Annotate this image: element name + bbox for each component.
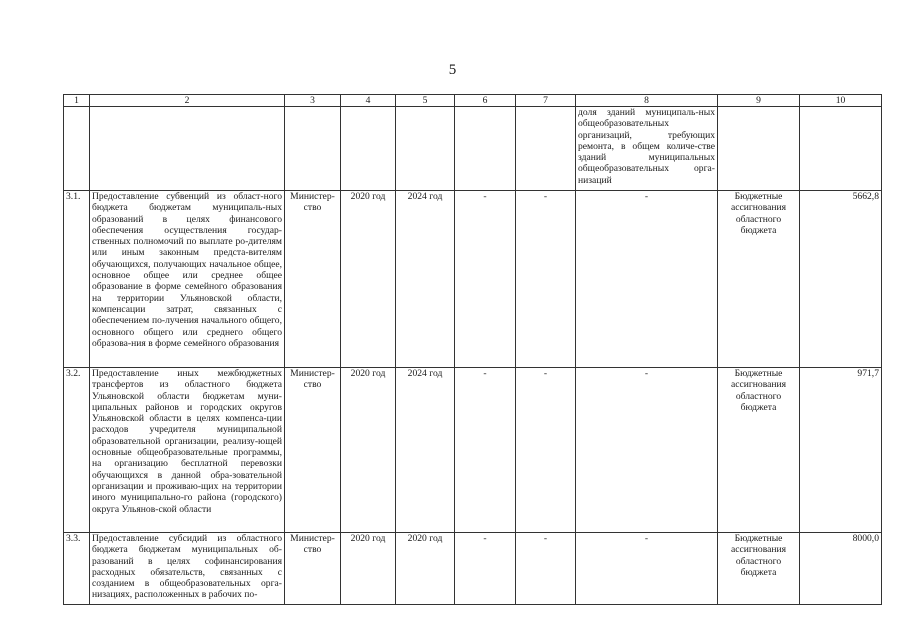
start-year: 2020 год bbox=[341, 191, 396, 368]
header-col-5: 5 bbox=[396, 95, 455, 107]
continuation-row bbox=[64, 107, 882, 191]
measure-description: Предоставление субсидий из областного бюджета бюджетам муниципальных об-разований в целях софинансирования расходных обязательств, связанных с созданием в общеобразовательных орга-низациях, расположенных в рабочих по- bbox=[90, 533, 285, 605]
header-row bbox=[64, 95, 882, 107]
col6-value: - bbox=[455, 368, 516, 533]
amount: 8000,0 bbox=[800, 533, 882, 605]
table-row bbox=[64, 191, 882, 368]
funding-source: Бюджетные ассигнования областного бюджета bbox=[718, 191, 800, 368]
header-col-1: 1 bbox=[64, 95, 90, 107]
end-year: 2020 год bbox=[396, 533, 455, 605]
end-year: 2024 год bbox=[396, 368, 455, 533]
row-number: 3.2. bbox=[64, 368, 90, 533]
funding-source: Бюджетные ассигнования областного бюджета bbox=[718, 368, 800, 533]
row-number: 3.1. bbox=[64, 191, 90, 368]
executor: Министер-ство bbox=[285, 533, 341, 605]
header-col-6: 6 bbox=[455, 95, 516, 107]
amount: 971,7 bbox=[800, 368, 882, 533]
indicator-text: доля зданий муниципаль-ных общеобразовательных организаций, требующих ремонта, в общем количе-стве зданий муниципальных общеобразовательных орга-низаций bbox=[576, 107, 718, 191]
row-number: 3.3. bbox=[64, 533, 90, 605]
amount: 5662,8 bbox=[800, 191, 882, 368]
col8-value: - bbox=[576, 533, 718, 605]
table-row bbox=[64, 533, 882, 605]
table-row bbox=[64, 368, 882, 533]
col7-value: - bbox=[516, 191, 576, 368]
col7-value: - bbox=[516, 368, 576, 533]
end-year: 2024 год bbox=[396, 191, 455, 368]
header-col-8: 8 bbox=[576, 95, 718, 107]
col6-value: - bbox=[455, 191, 516, 368]
col8-value: - bbox=[576, 191, 718, 368]
header-col-7: 7 bbox=[516, 95, 576, 107]
start-year: 2020 год bbox=[341, 368, 396, 533]
measure-description: Предоставление субвенций из област-ного бюджета бюджетам муниципаль-ных образований в целях финансового обеспечения осуществления государ-ственных полномочий по выплате ро-дителям или иным законным предста-вителям обучающихся, получающих начальное общее, основное общее или среднее общее образование в форме семейного образования на территории Ульяновской области, компенсации затрат, связанных с обеспечением по-лучения начального общего, основного общего или среднего общего образова-ния в форме семейного образования bbox=[90, 191, 285, 368]
header-col-3: 3 bbox=[285, 95, 341, 107]
header-col-4: 4 bbox=[341, 95, 396, 107]
funding-source: Бюджетные ассигнования областного бюджета bbox=[718, 533, 800, 605]
page-number: 5 bbox=[448, 62, 457, 78]
col8-value: - bbox=[576, 368, 718, 533]
executor: Министер-ство bbox=[285, 191, 341, 368]
col6-value: - bbox=[455, 533, 516, 605]
executor: Министер-ство bbox=[285, 368, 341, 533]
measure-description: Предоставление иных межбюджетных трансфертов из областного бюджета Ульяновской области бюджетам муни-ципальных районов и городских округов Ульяновской области в целях компенса-ции расходов учредителя муниципальной образовательной организации, реализу-ющей основные общеобразовательные программы, на организацию бесплатной перевозки обучающихся в данной обра-зовательной организации и проживаю-щих на территории иного муниципально-го района (городского) округа Ульянов-ской области bbox=[90, 368, 285, 533]
header-col-2: 2 bbox=[90, 95, 285, 107]
start-year: 2020 год bbox=[341, 533, 396, 605]
measures-table bbox=[63, 94, 882, 605]
header-col-10: 10 bbox=[800, 95, 882, 107]
col7-value: - bbox=[516, 533, 576, 605]
header-col-9: 9 bbox=[718, 95, 800, 107]
